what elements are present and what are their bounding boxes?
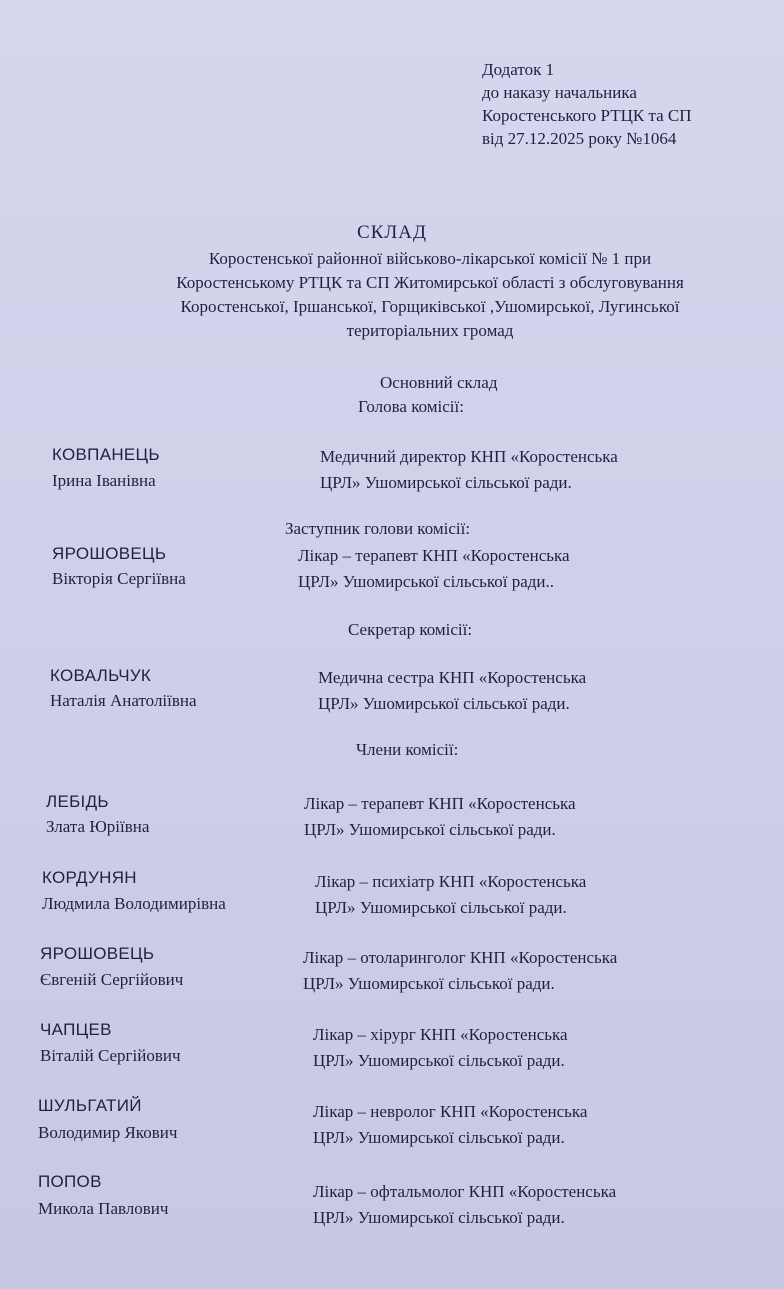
person-given-name: Злата Юріївна — [46, 817, 150, 836]
subtitle-line: Коростенської районної військово-лікарської комісії № 1 при — [208, 249, 652, 268]
heading-main-composition: Основний склад — [380, 373, 498, 392]
person-given-name: Євгеній Сергійович — [40, 970, 184, 989]
person-surname: КОРДУНЯН — [42, 868, 137, 887]
person-role — [315, 869, 586, 921]
person-given-name: Микола Павлович — [38, 1199, 169, 1218]
subtitle-line: Коростенському РТЦК та СП Житомирської області з обслуговування — [176, 273, 684, 292]
role-line: Лікар – отоларинголог КНП «Коростенська — [303, 948, 618, 967]
person-surname: ЧАПЦЕВ — [40, 1020, 112, 1039]
role-line: ЦРЛ» Ушомирської сільської ради. — [315, 898, 567, 917]
person-surname: ЛЕБІДЬ — [46, 792, 109, 811]
person-role — [298, 543, 570, 595]
appendix-number: Додаток 1 — [482, 60, 555, 79]
role-line: ЦРЛ» Ушомирської сільської ради. — [313, 1208, 565, 1227]
role-line: ЦРЛ» Ушомирської сільської ради. — [313, 1128, 565, 1147]
person-surname: КОВПАНЕЦЬ — [52, 445, 160, 464]
person-surname: ШУЛЬГАТИЙ — [38, 1096, 142, 1115]
role-line: ЦРЛ» Ушомирської сільської ради.. — [298, 572, 555, 591]
person-role — [318, 665, 586, 717]
person-role — [303, 945, 617, 997]
role-line: Лікар – невролог КНП «Коростенська — [313, 1102, 588, 1121]
person-surname: ПОПОВ — [38, 1172, 102, 1191]
role-line: ЦРЛ» Ушомирської сільської ради. — [320, 473, 572, 492]
role-line: Лікар – терапевт КНП «Коростенська — [304, 794, 576, 813]
person-given-name: Володимир Якович — [38, 1123, 178, 1142]
person-surname: ЯРОШОВЕЦЬ — [40, 944, 155, 963]
person-role — [313, 1179, 616, 1231]
role-line: ЦРЛ» Ушомирської сільської ради. — [318, 694, 570, 713]
document-title: СКЛАД — [357, 222, 427, 243]
heading-members: Члени комісії: — [356, 740, 459, 759]
subtitle-line: територіальних громад — [346, 321, 514, 340]
role-line: Медична сестра КНП «Коростенська — [318, 668, 587, 687]
heading-secretary: Секретар комісії: — [348, 620, 473, 639]
appendix-issuer: Коростенського РТЦК та СП — [482, 106, 692, 125]
person-given-name: Вікторія Сергіївна — [52, 569, 186, 588]
appendix-header — [482, 58, 692, 150]
role-line: Лікар – терапевт КНП «Коростенська — [298, 546, 570, 565]
document-subtitle — [100, 247, 760, 343]
role-line: Лікар – психіатр КНП «Коростенська — [315, 872, 587, 891]
role-line: ЦРЛ» Ушомирської сільської ради. — [313, 1051, 565, 1070]
person-given-name: Людмила Володимирівна — [42, 894, 226, 913]
person-surname: КОВАЛЬЧУК — [50, 666, 152, 685]
person-role — [320, 444, 618, 496]
role-line: Лікар – офтальмолог КНП «Коростенська — [313, 1182, 617, 1201]
person-surname: ЯРОШОВЕЦЬ — [52, 544, 167, 563]
heading-deputy: Заступник голови комісії: — [285, 519, 471, 538]
person-given-name: Наталія Анатоліївна — [50, 691, 197, 710]
person-role — [313, 1099, 587, 1151]
role-line: Лікар – хірург КНП «Коростенська — [313, 1025, 568, 1044]
role-line: ЦРЛ» Ушомирської сільської ради. — [303, 974, 555, 993]
person-given-name: Ірина Іванівна — [52, 471, 156, 490]
heading-chairman: Голова комісії: — [358, 397, 464, 416]
person-role — [304, 791, 576, 843]
subtitle-line: Коростенської, Іршанської, Горщиківської ,Ушомирської, Лугинської — [180, 297, 680, 316]
person-role — [313, 1022, 568, 1074]
appendix-order-ref: до наказу начальника — [482, 83, 637, 102]
role-line: ЦРЛ» Ушомирської сільської ради. — [304, 820, 556, 839]
person-given-name: Віталій Сергійович — [40, 1046, 181, 1065]
role-line: Медичний директор КНП «Коростенська — [320, 447, 618, 466]
appendix-date: від 27.12.2025 року №1064 — [482, 129, 677, 148]
